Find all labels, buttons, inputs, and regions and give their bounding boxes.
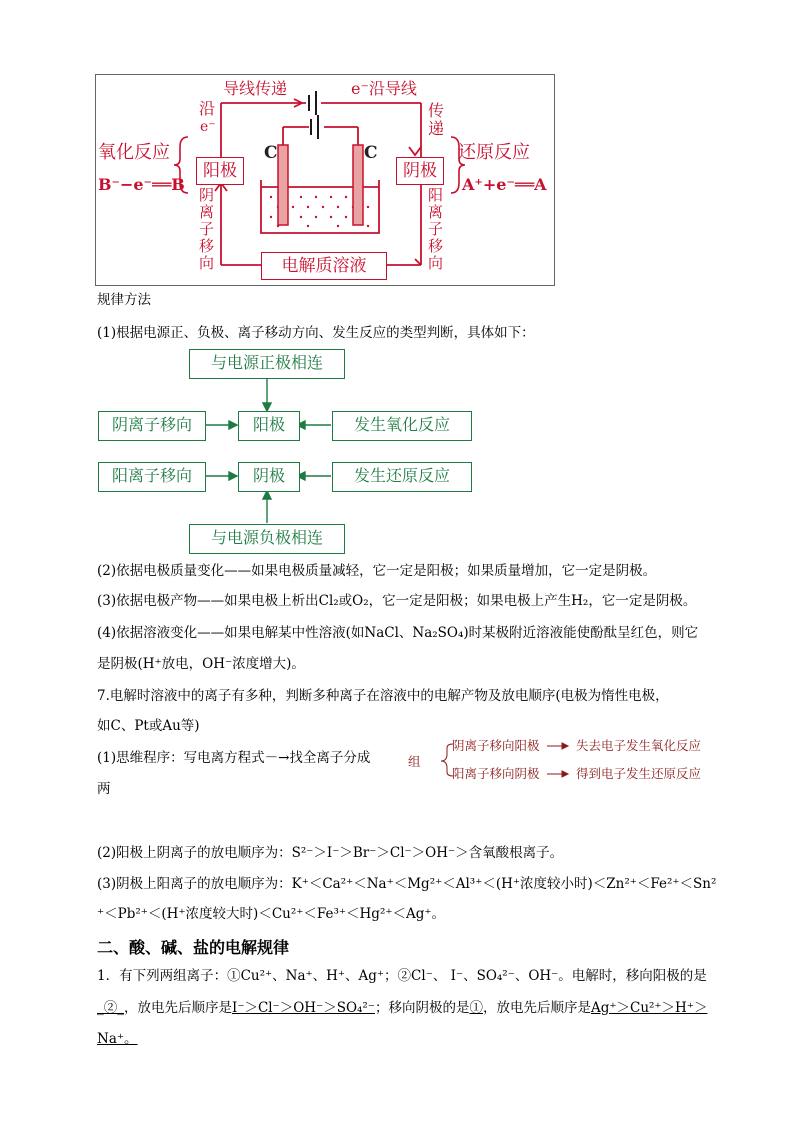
cation-move-vertical: 阳 离 子 移 向 xyxy=(428,186,444,272)
q1b-text-2: ；移向阴极的是 xyxy=(374,1000,470,1016)
wire-label-right: e⁻沿导线 xyxy=(351,79,417,98)
group-line2-right: 得到电子发生还原反应 xyxy=(576,766,702,781)
left-vertical-1: 沿 xyxy=(199,99,216,118)
right-vertical-2: 递 xyxy=(428,119,445,138)
reduction-equation: A⁺+e⁻══A xyxy=(462,175,547,194)
paragraph-7-1b: 两 xyxy=(97,781,111,797)
right-vertical-1: 传 xyxy=(428,101,445,120)
flow-oxidation-box: 发生氧化反应 xyxy=(332,411,472,441)
anion-move-vertical: 阴 离 子 移 向 xyxy=(199,186,215,272)
answer-blank-4: Ag⁺＞Cu²⁺＞H⁺＞ xyxy=(590,1000,708,1016)
q1b-text-3: ，放电先后顺序是 xyxy=(482,1000,591,1016)
electrolysis-diagram xyxy=(95,74,555,286)
flow-reduction-box: 发生还原反应 xyxy=(332,462,472,492)
paragraph-7b: 如C、Pt或Au等) xyxy=(97,718,200,734)
electrode-c-left: C xyxy=(264,143,278,163)
flow-anode-box: 阳极 xyxy=(238,411,300,441)
group-line2-left: 阳离子移向阴极 xyxy=(452,766,540,781)
wire-label-left: 导线传递 xyxy=(223,79,288,98)
left-vertical-2: e⁻ xyxy=(200,119,216,135)
methods-title: 规律方法 xyxy=(97,292,151,308)
reduction-label: 还原反应 xyxy=(458,142,530,163)
oxidation-equation: B⁻−e⁻══B xyxy=(98,175,185,194)
answer-blank-2: I⁻＞Cl⁻＞OH⁻＞SO₄²⁻ xyxy=(232,1000,375,1016)
flow-anion-box: 阴离子移向 xyxy=(98,411,206,441)
electrolyte-box: 电解质溶液 xyxy=(261,252,387,280)
answer-blank-4-cont: Na⁺。 xyxy=(97,1031,138,1047)
flow-top-box: 与电源正极相连 xyxy=(189,349,345,379)
paragraph-7-3a: (3)阴极上阳离子的放电顺序为：K⁺＜Ca²⁺＜Na⁺＜Mg²⁺＜Al³⁺＜(H⁺浓度较小时)＜Zn²⁺＜Fe²⁺＜Sn² xyxy=(97,876,717,892)
paragraph-3: (3)依据电极产物——如果电极上析出Cl₂或O₂，它一定是阳极；如果电极上产生H₂，它一定是阴极。 xyxy=(97,593,697,609)
paragraph-7-2: (2)阳极上阴离子的放电顺序为：S²⁻＞I⁻＞Br⁻＞Cl⁻＞OH⁻＞含氧酸根离子。 xyxy=(97,845,564,861)
anode-box: 阳极 xyxy=(196,157,244,185)
paragraph-4b: 是阴极(H⁺放电，OH⁻浓度增大)。 xyxy=(97,656,305,672)
paragraph-2: (2)依据电极质量变化——如果电极质量减轻，它一定是阳极；如果质量增加，它一定是阴极。 xyxy=(97,563,657,579)
question-1c xyxy=(97,1031,138,1047)
paragraph-7-3b: ⁺＜Pb²⁺＜(H⁺浓度较大时)＜Cu²⁺＜Fe³⁺＜Hg²⁺＜Ag⁺。 xyxy=(97,906,446,922)
q1b-text-1: ，放电先后顺序是 xyxy=(124,1000,232,1016)
group-line1-left: 阴离子移向阳极 xyxy=(452,738,540,753)
question-1a: 1．有下列两组离子：①Cu²⁺、Na⁺、H⁺、Ag⁺；②Cl⁻、 I⁻、SO₄²⁻、OH⁻。电解时，移向阳极的是 xyxy=(97,968,707,984)
answer-blank-1: _②_ xyxy=(97,1000,124,1016)
paragraph-4a: (4)依据溶液变化——如果电解某中性溶液(如NaCl、Na₂SO₄)时某极附近溶液能使酚酞呈红色，则它 xyxy=(97,625,699,641)
paragraph-7a: 7.电解时溶液中的离子有多种，判断多种离子在溶液中的电解产物及放电顺序(电极为惰性电极， xyxy=(97,688,669,704)
flow-bottom-box: 与电源负极相连 xyxy=(189,524,345,554)
paragraph-7-1a: (1)思维程序：写电离方程式－→找全离子分成 xyxy=(97,750,371,766)
group-line1-right: 失去电子发生氧化反应 xyxy=(576,738,702,753)
electrode-c-right: C xyxy=(364,143,378,163)
question-1b xyxy=(97,1000,707,1016)
answer-blank-3: ① xyxy=(469,1000,483,1016)
group-label: 组 xyxy=(408,754,421,769)
paragraph-1: (1)根据电源正、负极、离子移动方向、发生反应的类型判断，具体如下： xyxy=(97,325,535,341)
flow-cation-box: 阳离子移向 xyxy=(98,462,206,492)
cathode-box: 阴极 xyxy=(396,157,444,185)
oxidation-label: 氧化反应 xyxy=(98,142,170,163)
section-heading: 二、酸、碱、盐的电解规律 xyxy=(97,938,290,957)
flow-cathode-box: 阴极 xyxy=(238,462,300,492)
